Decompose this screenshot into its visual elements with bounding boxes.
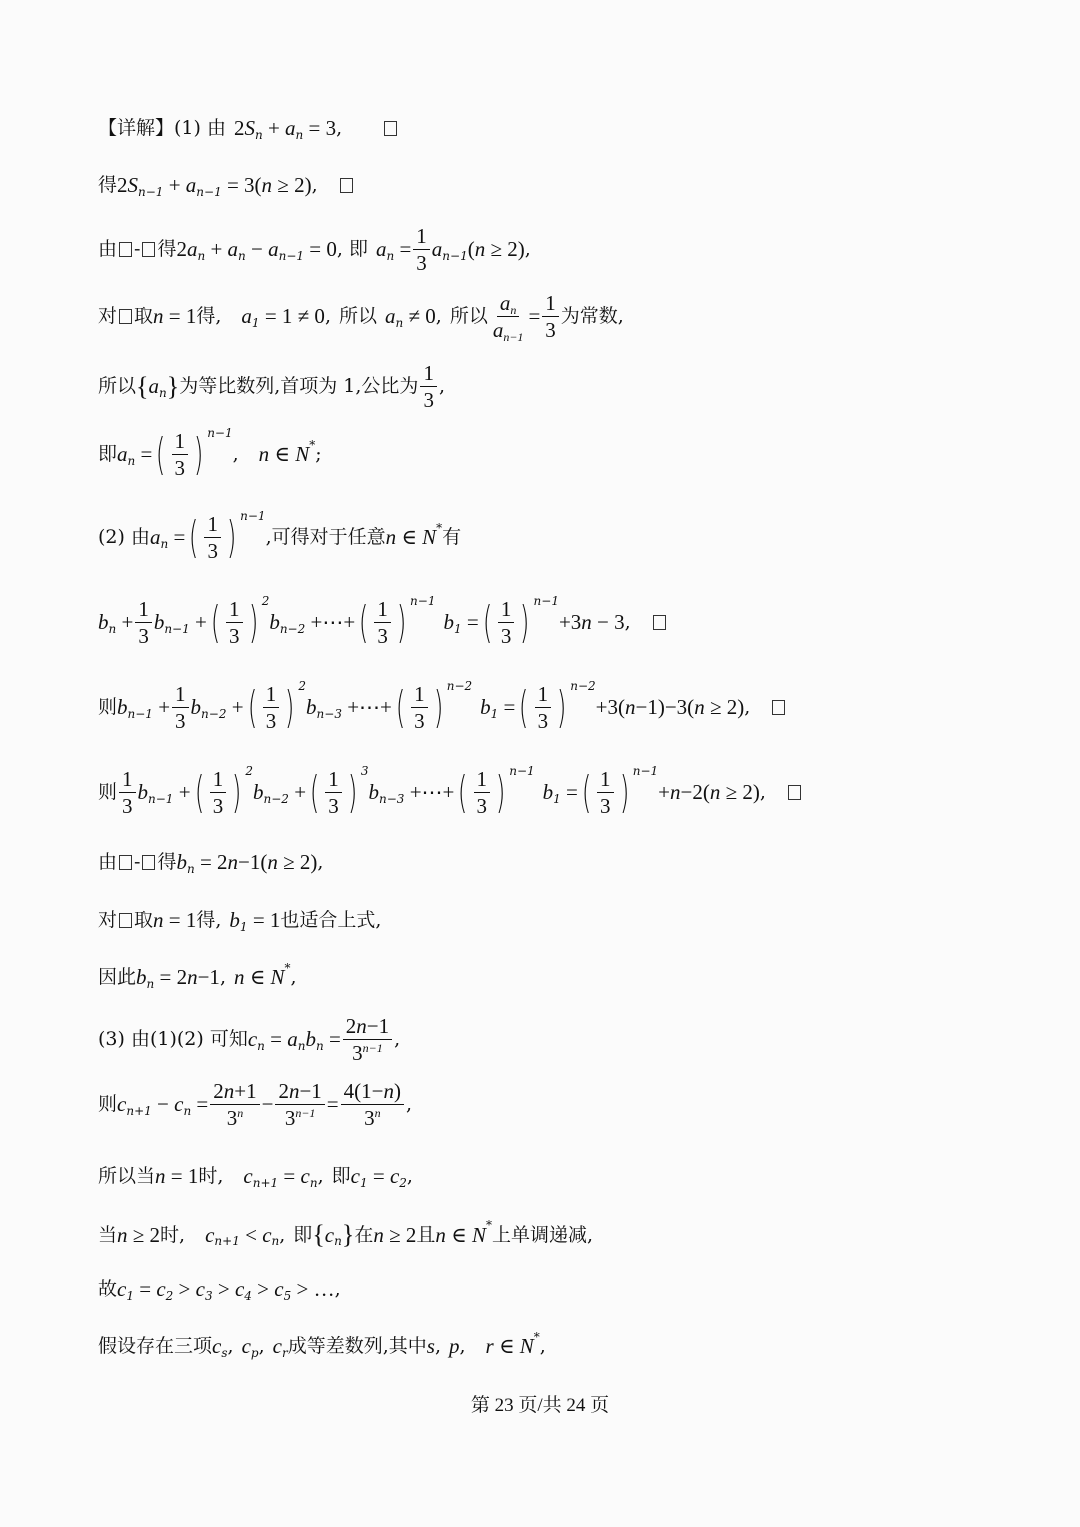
solution-line-1: 【详解】(1) 由 2 S n + a n = 3 , <box>98 118 399 139</box>
solution-line-11: 由 - 得 b n = 2 n −1( n ≥ 2) , <box>98 850 324 876</box>
solution-line-7: (2) 由 a n = ( $\frac{1}{3}$ ) n−1 ,可得对于任意 n ∈ N * 有 <box>98 508 462 564</box>
page-footer: 第 23 页/共 24 页 <box>470 1395 610 1416</box>
ref-marker <box>384 121 397 136</box>
solution-line-2: 得 2 S n−1 + a n−1 = 3( n ≥ 2) , <box>98 175 355 196</box>
solution-line-19: 假设存在三项 c s , c p , c r 成等差数列,其中 s , p , r ∈ N * , <box>98 1329 546 1360</box>
solution-line-12: 对 取 n = 1 得, b 1 = 1 也适合上式, <box>98 908 382 934</box>
solution-line-5: 所以 { a n } 为等比数列,首项为 1,公比为 $\frac{1}{3}$ , <box>98 361 445 413</box>
solution-line-3: 由 - 得 2 a n + a n − a n−1 = 0 , 即 a n = $\frac{1}{3}$ a n−1 ( n ≥ 2) , <box>98 224 531 276</box>
solution-line-4: 对 取 n = 1 得, a 1 = 1 ≠ 0 , 所以 a n ≠ 0 , 所以 $\frac{an}{an-1}$ = $\frac{1}{3}$ 为常数, <box>98 291 624 345</box>
solution-line-17: 当 n ≥ 2 时, c n+1 < c n , 即 { c n } 在 n ≥ 2 且 n ∈ N * 上单调递减, <box>98 1218 594 1249</box>
solution-line-15: 则 c n+1 − c n = $\frac{2n+1}{3^n}$ − $\frac{2n-1}{3^{n-1}}$ = $\frac{4(1-n)}{3^n}$ , <box>98 1079 413 1131</box>
solution-line-10: 则 $\frac{1}{3}$ b n−1 + ( $\frac{1}{3}$ ) 2 b n−2 + ( $\frac{1}{3}$ ) 3 b n−3 +⋯+ ( $\frac{1}{3}$ ) n−1 b 1 = ( $\frac{1}{3}$ ) n−1 + n −2( n ≥ 2) , <box>98 768 803 817</box>
solution-line-9: 则 b n−1 + $\frac{1}{3}$ b n−2 + ( $\frac{1}{3}$ ) 2 b n−3 +⋯+ ( $\frac{1}{3}$ ) n−2 b 1 = ( $\frac{1}{3}$ ) n−2 +3( n −1)−3( n ≥ 2) , <box>98 683 787 732</box>
solution-line-6: 即 a n = ( $\frac{1}{3}$ ) n−1 , n ∈ N * ; <box>98 425 322 481</box>
solution-line-14: (3) 由(1)(2) 可知 c n = a n b n = $\frac{2n-1}{3^{n-1}}$ , <box>98 1014 401 1066</box>
ref-marker <box>340 178 353 193</box>
solution-label: 【详解】(1) 由 <box>98 117 226 139</box>
solution-line-13: 因此 b n = 2 n −1 , n ∈ N * , <box>98 960 297 991</box>
solution-line-16: 所以当 n = 1 时, c n+1 = c n , 即 c 1 = c 2 , <box>98 1164 413 1190</box>
solution-line-8: b n + $\frac{1}{3}$ b n−1 + ( $\frac{1}{3}$ ) 2 b n−2 +⋯+ ( $\frac{1}{3}$ ) n−1 b 1 = ( $\frac{1}{3}$ ) n−1 +3 n − 3 , <box>98 598 668 647</box>
solution-line-18: 故 c 1 = c 2 > c 3 > c 4 > c 5 > … , <box>98 1277 341 1303</box>
